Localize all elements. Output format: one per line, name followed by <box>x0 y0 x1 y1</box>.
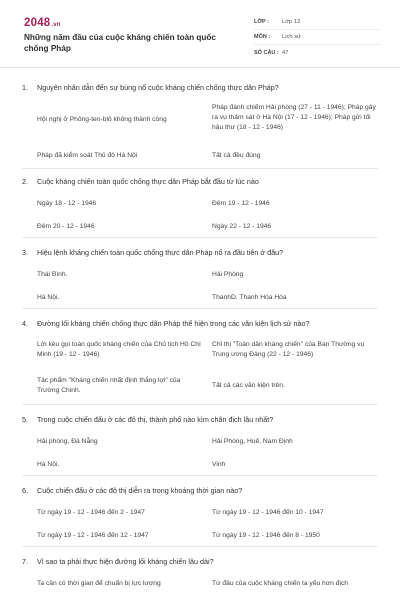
question-5 <box>0 415 400 495</box>
meta-row-class <box>254 15 380 30</box>
question-number: 7. <box>22 557 28 566</box>
answer-option-d[interactable]: Ngày 22 - 12 - 1946 <box>212 223 272 230</box>
meta-label: SỐ CÂU : <box>254 49 279 56</box>
page-title: Những năm đầu của cuộc kháng chiến toàn quốc chống Pháp <box>24 33 216 53</box>
question-text: Trong cuộc chiến đấu ở các đô thị, thành phố nào kìm chân địch lâu nhất? <box>37 415 274 424</box>
answer-option-b[interactable]: Chỉ thị "Toàn dân kháng chiến" của Ban Thường vụ Trung ương Đảng (22 - 12 - 1946) <box>212 341 365 358</box>
answer-option-a[interactable]: Thái Bình. <box>37 271 68 278</box>
question-number: 6. <box>22 486 28 495</box>
question-header <box>22 557 377 567</box>
question-2 <box>0 177 400 257</box>
question-header <box>22 319 377 329</box>
answer-option-b[interactable]: Pháp đánh chiếm Hải phòng (27 - 11 - 1946); Pháp gây ra vụ thảm sát ở Hà Nội (17 - 12 - 1946); Pháp gửi tối hậu thư (18 - 12 - 1946) <box>212 104 376 131</box>
answer-option-d[interactable]: ThanhD. Thanh Hóa Hóa <box>212 294 287 301</box>
question-text: Cuộc chiến đấu ở các đô thị diễn ra trong khoảng thời gian nào? <box>37 486 243 495</box>
answer-option-b[interactable]: Đêm 19 - 12 - 1946 <box>212 200 270 207</box>
question-number: 4. <box>22 319 28 328</box>
site-logo[interactable] <box>24 17 61 31</box>
quiz-meta-table <box>254 15 380 60</box>
question-number: 5. <box>22 415 28 424</box>
question-6 <box>0 486 400 566</box>
meta-row-count <box>254 45 380 60</box>
answer-option-c[interactable]: Hà Nội. <box>37 294 60 301</box>
answer-option-a[interactable]: Hội nghị ở Phông-ten-blô không thành công <box>37 116 167 123</box>
answer-option-d[interactable]: Tất cả đều đúng <box>212 152 261 159</box>
answer-option-a[interactable]: Ta cần có thời gian để chuẩn bị lực lượng <box>37 580 161 587</box>
question-divider <box>22 308 378 309</box>
answer-option-c[interactable]: Đêm 20 - 12 - 1946 <box>37 223 95 230</box>
answer-option-b[interactable]: Từ ngày 19 - 12 - 1946 đến 10 - 1947 <box>212 509 324 516</box>
meta-label: MÔN : <box>254 34 271 40</box>
question-divider <box>22 546 378 547</box>
meta-label: LỚP : <box>254 19 269 25</box>
answer-option-c[interactable]: Từ ngày 19 - 12 - 1946 đến 12 - 1947 <box>37 532 149 539</box>
meta-value: Lớp 12 <box>282 19 301 25</box>
question-text: Nguyên nhân dẫn đến sự bùng nổ cuộc kháng chiến chống thực dân Pháp? <box>37 83 279 92</box>
question-3 <box>0 248 400 328</box>
question-7 <box>0 557 400 600</box>
question-divider <box>22 237 378 238</box>
answer-option-c[interactable]: Pháp đã kiểm soát Thủ đô Hà Nội <box>37 152 138 159</box>
question-header <box>22 83 377 93</box>
answer-option-d[interactable]: Từ ngày 19 - 12 - 1946 đến 8 - 1950 <box>212 532 320 539</box>
meta-value: 47 <box>282 49 289 56</box>
question-divider <box>22 404 378 405</box>
question-number: 2. <box>22 177 28 186</box>
answer-option-d[interactable]: Tất cả các văn kiện trên. <box>212 382 285 389</box>
answer-option-a[interactable]: Từ ngày 19 - 12 - 1946 đến 2 - 1947 <box>37 509 145 516</box>
answer-option-a[interactable]: Ngày 18 - 12 - 1946 <box>37 200 97 207</box>
answer-option-b[interactable]: Hải Phòng <box>212 271 244 278</box>
question-text: Hiệu lệnh kháng chiến toàn quốc chống thực dân Pháp nổ ra đầu tiên ở đâu? <box>37 248 284 257</box>
question-divider <box>22 475 378 476</box>
question-header <box>22 177 377 187</box>
answer-option-b[interactable]: Từ đầu của cuộc kháng chiến ta yếu hơn địch <box>212 580 349 587</box>
answer-option-c[interactable]: Hà Nội. <box>37 461 60 468</box>
question-number: 1. <box>22 83 28 92</box>
logo-main-text: 2048 <box>24 17 51 29</box>
page-header <box>0 0 400 68</box>
answer-option-b[interactable]: Hải Phòng, Huế, Nam Định <box>212 438 293 445</box>
meta-row-subject <box>254 30 380 45</box>
question-header <box>22 415 377 425</box>
answer-option-c[interactable]: Tác phẩm "Kháng chiến nhất định thắng lợi" của Trường Chinh. <box>37 377 181 394</box>
question-header <box>22 248 377 258</box>
question-text: Cuộc kháng chiến toàn quốc chống thực dân Pháp bắt đầu từ lúc nào <box>37 177 259 186</box>
answer-option-a[interactable]: Hải phòng, Đà Nẵng <box>37 438 98 445</box>
answer-option-a[interactable]: Lời kêu gọi toàn quốc kháng chiến của Chủ tịch Hồ Chí Minh (19 - 12 - 1946) <box>37 341 201 358</box>
question-divider <box>22 168 378 169</box>
answer-option-d[interactable]: Vinh <box>212 461 226 468</box>
question-number: 3. <box>22 248 28 257</box>
logo-sub-text: .vn <box>51 22 61 28</box>
meta-value: Lịch sử <box>282 34 302 40</box>
question-text: Đường lối kháng chiến chống thực dân Pháp thể hiện trong các văn kiện lịch sử nào? <box>37 319 310 328</box>
question-4 <box>0 319 400 409</box>
question-header <box>22 486 377 496</box>
question-text: Vì sao ta phải thực hiện đường lối kháng chiến lâu dài? <box>37 557 214 566</box>
